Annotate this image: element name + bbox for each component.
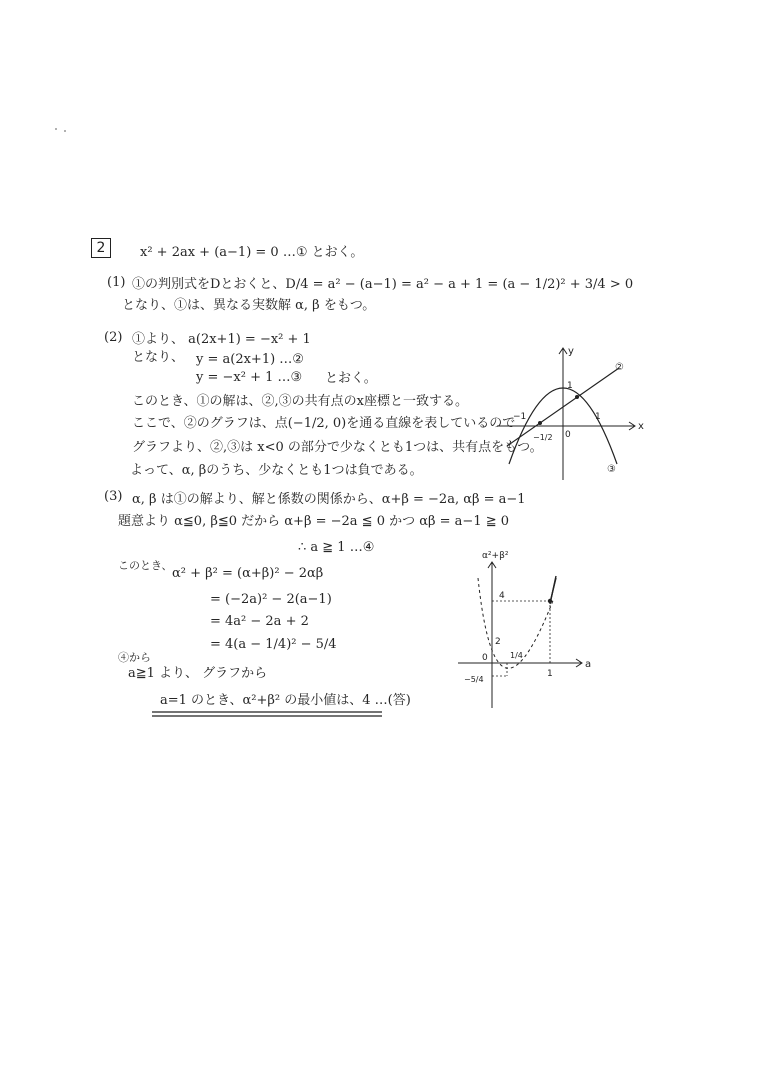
part2-line1: ①より、 a(2x+1) = −x² + 1 [132,332,311,347]
part2-label: (2) [104,330,123,345]
intersection-point [538,421,542,425]
graph3-label-quarter: 1/4 [510,651,523,660]
part3-from4: ④から [118,651,151,664]
part3-line1: α, β は①の解より、解と係数の関係から、α+β = −2a, αβ = a−1 [132,492,526,507]
part3-calc1: α² + β² = (α+β)² − 2αβ [172,566,324,581]
part3-since: a≧1 より、 グラフから [128,666,268,681]
graph2-label-1-right: 1 [595,412,601,422]
part3-calc2: = (−2a)² − 2(a−1) [210,592,332,607]
graph2-label-neg-half: −1/2 [533,433,553,442]
part1-label: (1) [107,275,126,290]
graph3-y-label: α²+β² [482,551,509,561]
part3-calc-prefix: このとき、 [118,559,173,572]
graph2-curve-3: ③ [607,464,616,475]
part1-line1: ①の判別式をDとおくと、D/4 = a² − (a−1) = a² − a + 1 = (a − 1/2)² + 3/4 > 0 [132,277,634,292]
graph3-label-neg-5-4: −5/4 [464,675,484,684]
part2-line2-prefix: となり、 [132,350,185,365]
part2-eq-suffix: とおく。 [325,371,377,386]
part2-line4: このとき、①の解は、②,③の共有点のx座標と一致する。 [132,394,468,409]
graph2-curve-2: ② [615,362,624,373]
graph3-label-2: 2 [495,637,501,647]
graph3-x-label: a [585,659,592,670]
graph2-origin: 0 [565,430,571,440]
graph2-label-neg1: −1 [513,412,527,422]
scan-speck [64,130,66,132]
graph2-y-label: y [568,346,574,357]
part3-calc4: = 4(a − 1/4)² − 5/4 [210,637,337,652]
part3-graph [450,548,600,718]
part3-calc3: = 4a² − 2a + 2 [210,614,309,629]
graph3-label-4: 4 [499,591,505,601]
problem-equation: x² + 2ax + (a−1) = 0 …① とおく。 [140,245,364,260]
graph2-x-label: x [638,421,644,432]
graph2-label-1-top: 1 [567,381,573,391]
part2-line6: グラフより、②,③は x<0 の部分で少なくとも1つは、共有点をもつ。 [132,440,543,455]
problem-number: 2 [91,238,111,258]
part1-line2: となり、①は、異なる実数解 α, β をもつ。 [122,298,376,313]
part2-eq2: y = a(2x+1) …② [196,352,304,367]
part2-line7: よって、α, βのうち、少なくとも1つは負である。 [130,463,423,478]
part3-line3: ∴ a ≧ 1 …④ [298,540,375,555]
scan-speck [55,128,57,130]
part3-line2: 題意より α≦0, β≦0 だから α+β = −2a ≦ 0 かつ αβ = a−1 ≧ 0 [118,514,510,529]
part2-graph [495,342,655,482]
intersection-point [575,395,579,399]
part2-line5: ここで、②のグラフは、点(−1/2, 0)を通る直線を表しているので [132,416,516,431]
part3-answer: a=1 のとき、α²+β² の最小値は、4 …(答) [160,693,411,708]
minimum-point [548,599,552,603]
part3-label: (3) [104,489,123,504]
graph3-label-1: 1 [547,669,553,679]
part2-eq3: y = −x² + 1 …③ [196,370,303,385]
graph3-origin: 0 [482,653,488,663]
answer-underline [150,710,390,718]
